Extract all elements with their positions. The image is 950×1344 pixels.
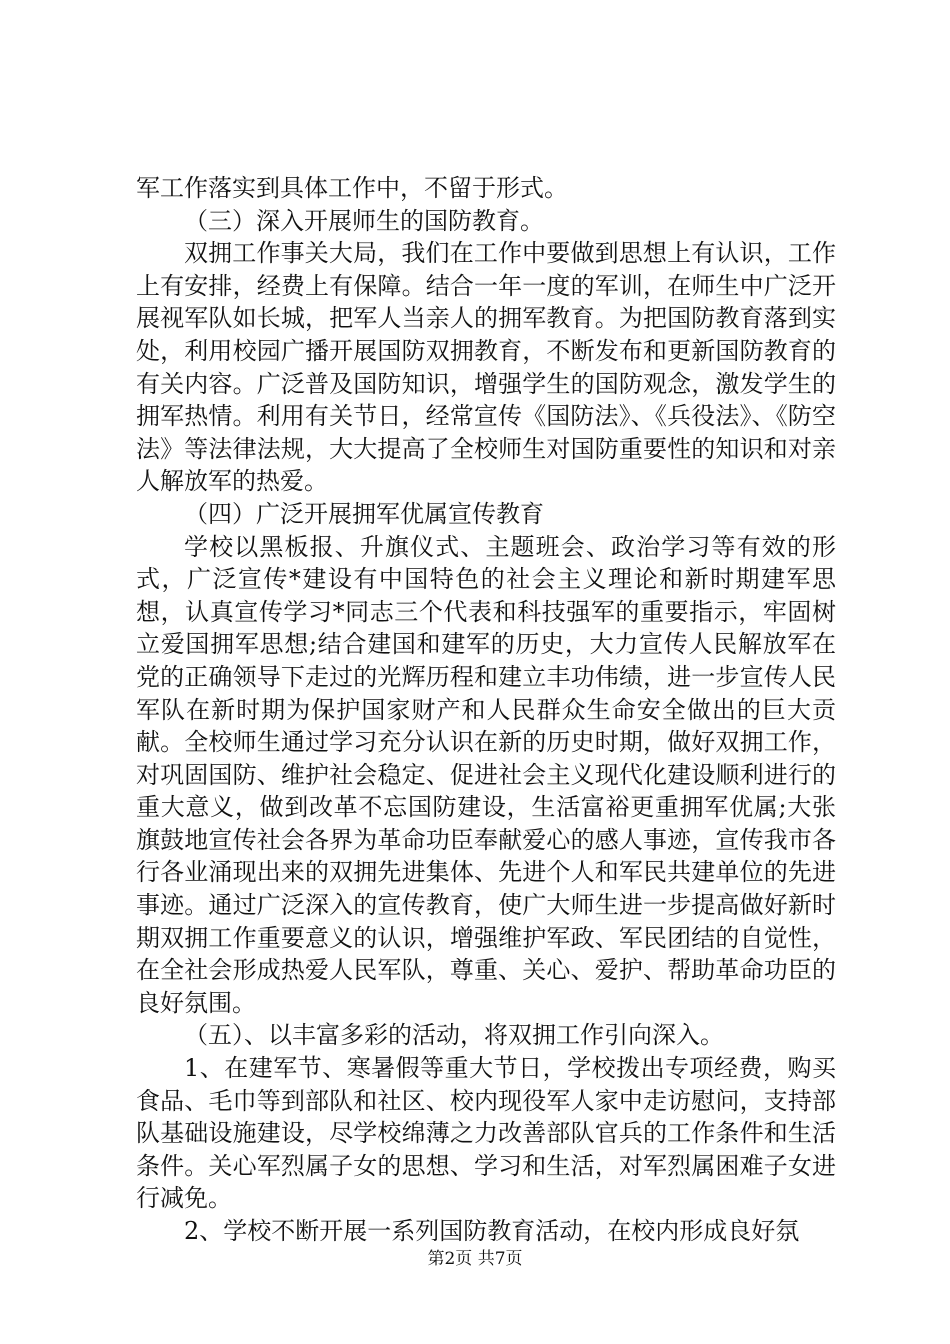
document-body — [136, 172, 836, 1248]
paragraph-continuation: 军工作落实到具体工作中，不留于形式。 — [136, 174, 568, 202]
paragraph-national-defense-education: 双拥工作事关大局，我们在工作中要做到思想上有认识，工作上有安排，经费上有保障。结合一年一度的军训，在师生中广泛开展视军队如长城，把军人当亲人的拥军教育。为把国防教育落到实处，利用校园广播开展国防双拥教育，不断发布和更新国防教育的有关内容。广泛普及国防知识，增强学生的国防观念，激发学生的拥军热情。利用有关节日，经常宣传《国防法》、《兵役法》、《防空法》等法律法规，大大提高了全校师生对国防重要性的知识和对亲人解放军的热爱。 — [136, 239, 836, 496]
section-heading-3: （三）深入开展师生的国防教育。 — [184, 206, 544, 235]
paragraph-item-1: 1、在建军节、寒暑假等重大节日，学校拨出专项经费，购买食品、毛巾等到部队和社区、校内现役军人家中走访慰问，支持部队基础设施建设，尽学校绵薄之力改善部队官兵的工作条件和生活条件。关心军烈属子女的思想、学习和生活，对军烈属困难子女进行减免。 — [136, 1054, 836, 1213]
page-number-footer: 第2页 共7页 — [427, 1249, 523, 1269]
section-heading-4: （四）广泛开展拥军优属宣传教育 — [184, 499, 544, 528]
paragraph-item-2: 2、学校不断开展一系列国防教育活动，在校内形成良好氛 — [184, 1217, 800, 1245]
paragraph-publicity-education: 学校以黑板报、升旗仪式、主题班会、政治学习等有效的形式，广泛宣传*建设有中国特色的社会主义理论和新时期建军思想，认真宣传学习*同志三个代表和科技强军的重要指示，牢固树立爱国拥军思想;结合建国和建军的历史，大力宣传人民解放军在党的正确领导下走过的光辉历程和建立丰功伟绩，进一步宣传人民军队在新时期为保护国家财产和人民群众生命安全做出的巨大贡献。全校师生通过学习充分认识在新的历史时期，做好双拥工作，对巩固国防、维护社会稳定、促进社会主义现代化建设顺利进行的重大意义，做到改革不忘国防建设，生活富裕更重拥军优属;大张旗鼓地宣传社会各界为革命功臣奉献爱心的感人事迹，宣传我市各行各业涌现出来的双拥先进集体、先进个人和军民共建单位的先进事迹。通过广泛深入的宣传教育，使广大师生进一步提高做好新时期双拥工作重要意义的认识，增强维护军政、军民团结的自觉性，在全社会形成热爱人民军队，尊重、关心、爱护、帮助革命功臣的良好氛围。 — [136, 532, 836, 1017]
section-heading-5: （五）、以丰富多彩的活动，将双拥工作引向深入。 — [184, 1021, 724, 1050]
